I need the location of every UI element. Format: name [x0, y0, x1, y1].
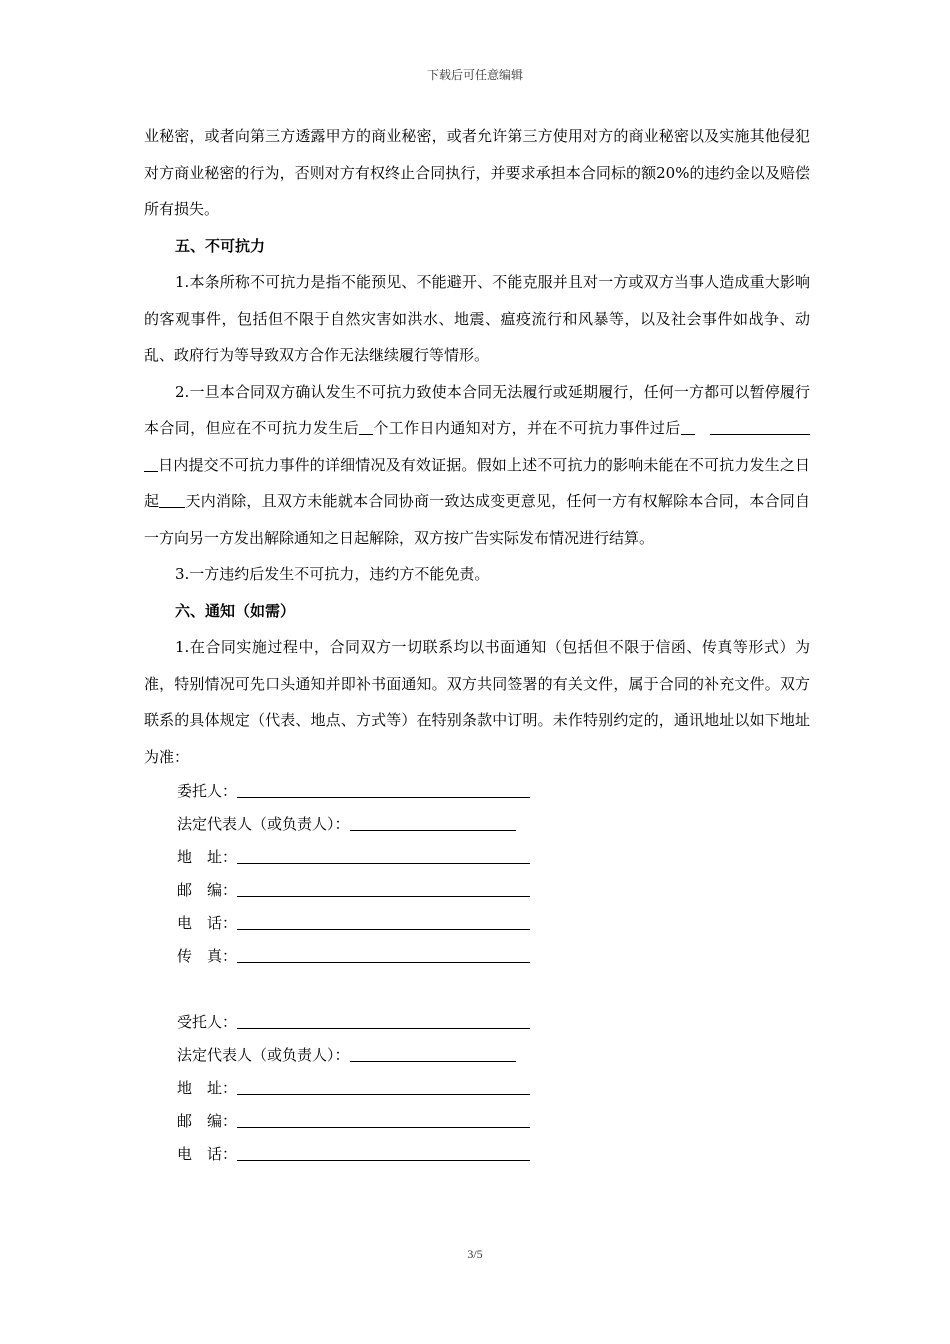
party-b-zip-field: 邮 编： — [144, 1105, 810, 1138]
blank-notice-days — [359, 418, 373, 435]
clause-2-part-a: 2.一旦本合同双方确认发生不可抗力致使本合同无法履行或延期履行，任何一方都可以暂停履行本合同，但应在不可抗力发生后 — [144, 382, 810, 437]
party-b-rep-line[interactable] — [350, 1045, 516, 1062]
party-b-name-field: 受托人： — [144, 1006, 810, 1039]
party-a-phone-line[interactable] — [237, 913, 530, 930]
blank-evidence-days-a — [681, 418, 695, 435]
party-a-address-field: 地 址： — [144, 841, 810, 874]
clause-2-part-d: 天内消除，且双方未能就本合同协商一致达成变更意见，任何一方有权解除本合同，本合同自一方向另一方发出解除通知之日起解除，双方按广告实际发布情况进行结算。 — [144, 492, 810, 547]
party-b-rep-field: 法定代表人（或负责人）： — [144, 1039, 810, 1072]
blank-evidence-days-c — [144, 455, 158, 472]
party-a-zip-line[interactable] — [237, 880, 530, 897]
blank-evidence-days-b — [710, 418, 810, 435]
page-number: 3/5 — [467, 1247, 483, 1261]
party-b-name-line[interactable] — [237, 1012, 530, 1029]
party-a-name-field: 委托人： — [144, 775, 810, 808]
paragraph-continuation: 业秘密，或者向第三方透露甲方的商业秘密，或者允许第三方使用对方的商业秘密以及实施其他侵犯对方商业秘密的行为，否则对方有权终止合同执行，并要求承担本合同标的额20%的违约金以及赔偿所有损失。 — [144, 127, 810, 218]
clause-2-part-c: 日内提交不可抗力事件的详细情况及有效证据。假如上述不可抗力的影响未能在不可抗力发生之日起 — [144, 455, 810, 510]
party-b-contact — [144, 1006, 810, 1171]
party-b-address-field: 地 址： — [144, 1072, 810, 1105]
party-b-zip-line[interactable] — [237, 1111, 530, 1128]
page-header: 下载后可任意编辑 — [426, 68, 523, 82]
party-a-contact — [144, 775, 810, 973]
party-b-address-line[interactable] — [237, 1078, 530, 1095]
section-5-title: 五、不可抗力 — [175, 236, 266, 255]
party-a-rep-line[interactable] — [350, 814, 516, 831]
party-a-fax-line[interactable] — [237, 946, 530, 963]
party-b-phone-line[interactable] — [237, 1144, 530, 1161]
party-a-name-line[interactable] — [237, 781, 530, 798]
document-body — [144, 118, 810, 1171]
section-6-clause-1: 1.在合同实施过程中，合同双方一切联系均以书面通知（包括但不限于信函、传真等形式）为准，特别情况可先口头通知并即补书面通知。双方共同签署的有关文件，属于合同的补充文件。双方联系的具体规定（代表、地点、方式等）在特别条款中订明。未作特别约定的，通讯地址以如下地址为准： — [144, 638, 810, 766]
section-5-clause-1: 1.本条所称不可抗力是指不能预见、不能避开、不能克服并且对一方或双方当事人造成重大影响的客观事件，包括但不限于自然灾害如洪水、地震、瘟疫流行和风暴等，以及社会事件如战争、动乱、政府行为等导致双方合作无法继续履行等情形。 — [144, 273, 810, 364]
section-5-clause-2 — [144, 374, 810, 557]
party-b-phone-field: 电 话： — [144, 1138, 810, 1171]
section-6-title: 六、通知（如需） — [175, 601, 296, 620]
section-5-clause-3: 3.一方违约后发生不可抗力，违约方不能免责。 — [175, 565, 490, 583]
party-a-phone-field: 电 话： — [144, 907, 810, 940]
spacer — [144, 973, 810, 1006]
party-a-fax-field: 传 真： — [144, 940, 810, 973]
party-a-zip-field: 邮 编： — [144, 874, 810, 907]
party-a-rep-field: 法定代表人（或负责人）： — [144, 808, 810, 841]
party-a-address-line[interactable] — [237, 847, 530, 864]
blank-elimination-days — [159, 491, 185, 508]
clause-2-part-b: 个工作日内通知对方，并在不可抗力事件过后 — [373, 419, 681, 437]
